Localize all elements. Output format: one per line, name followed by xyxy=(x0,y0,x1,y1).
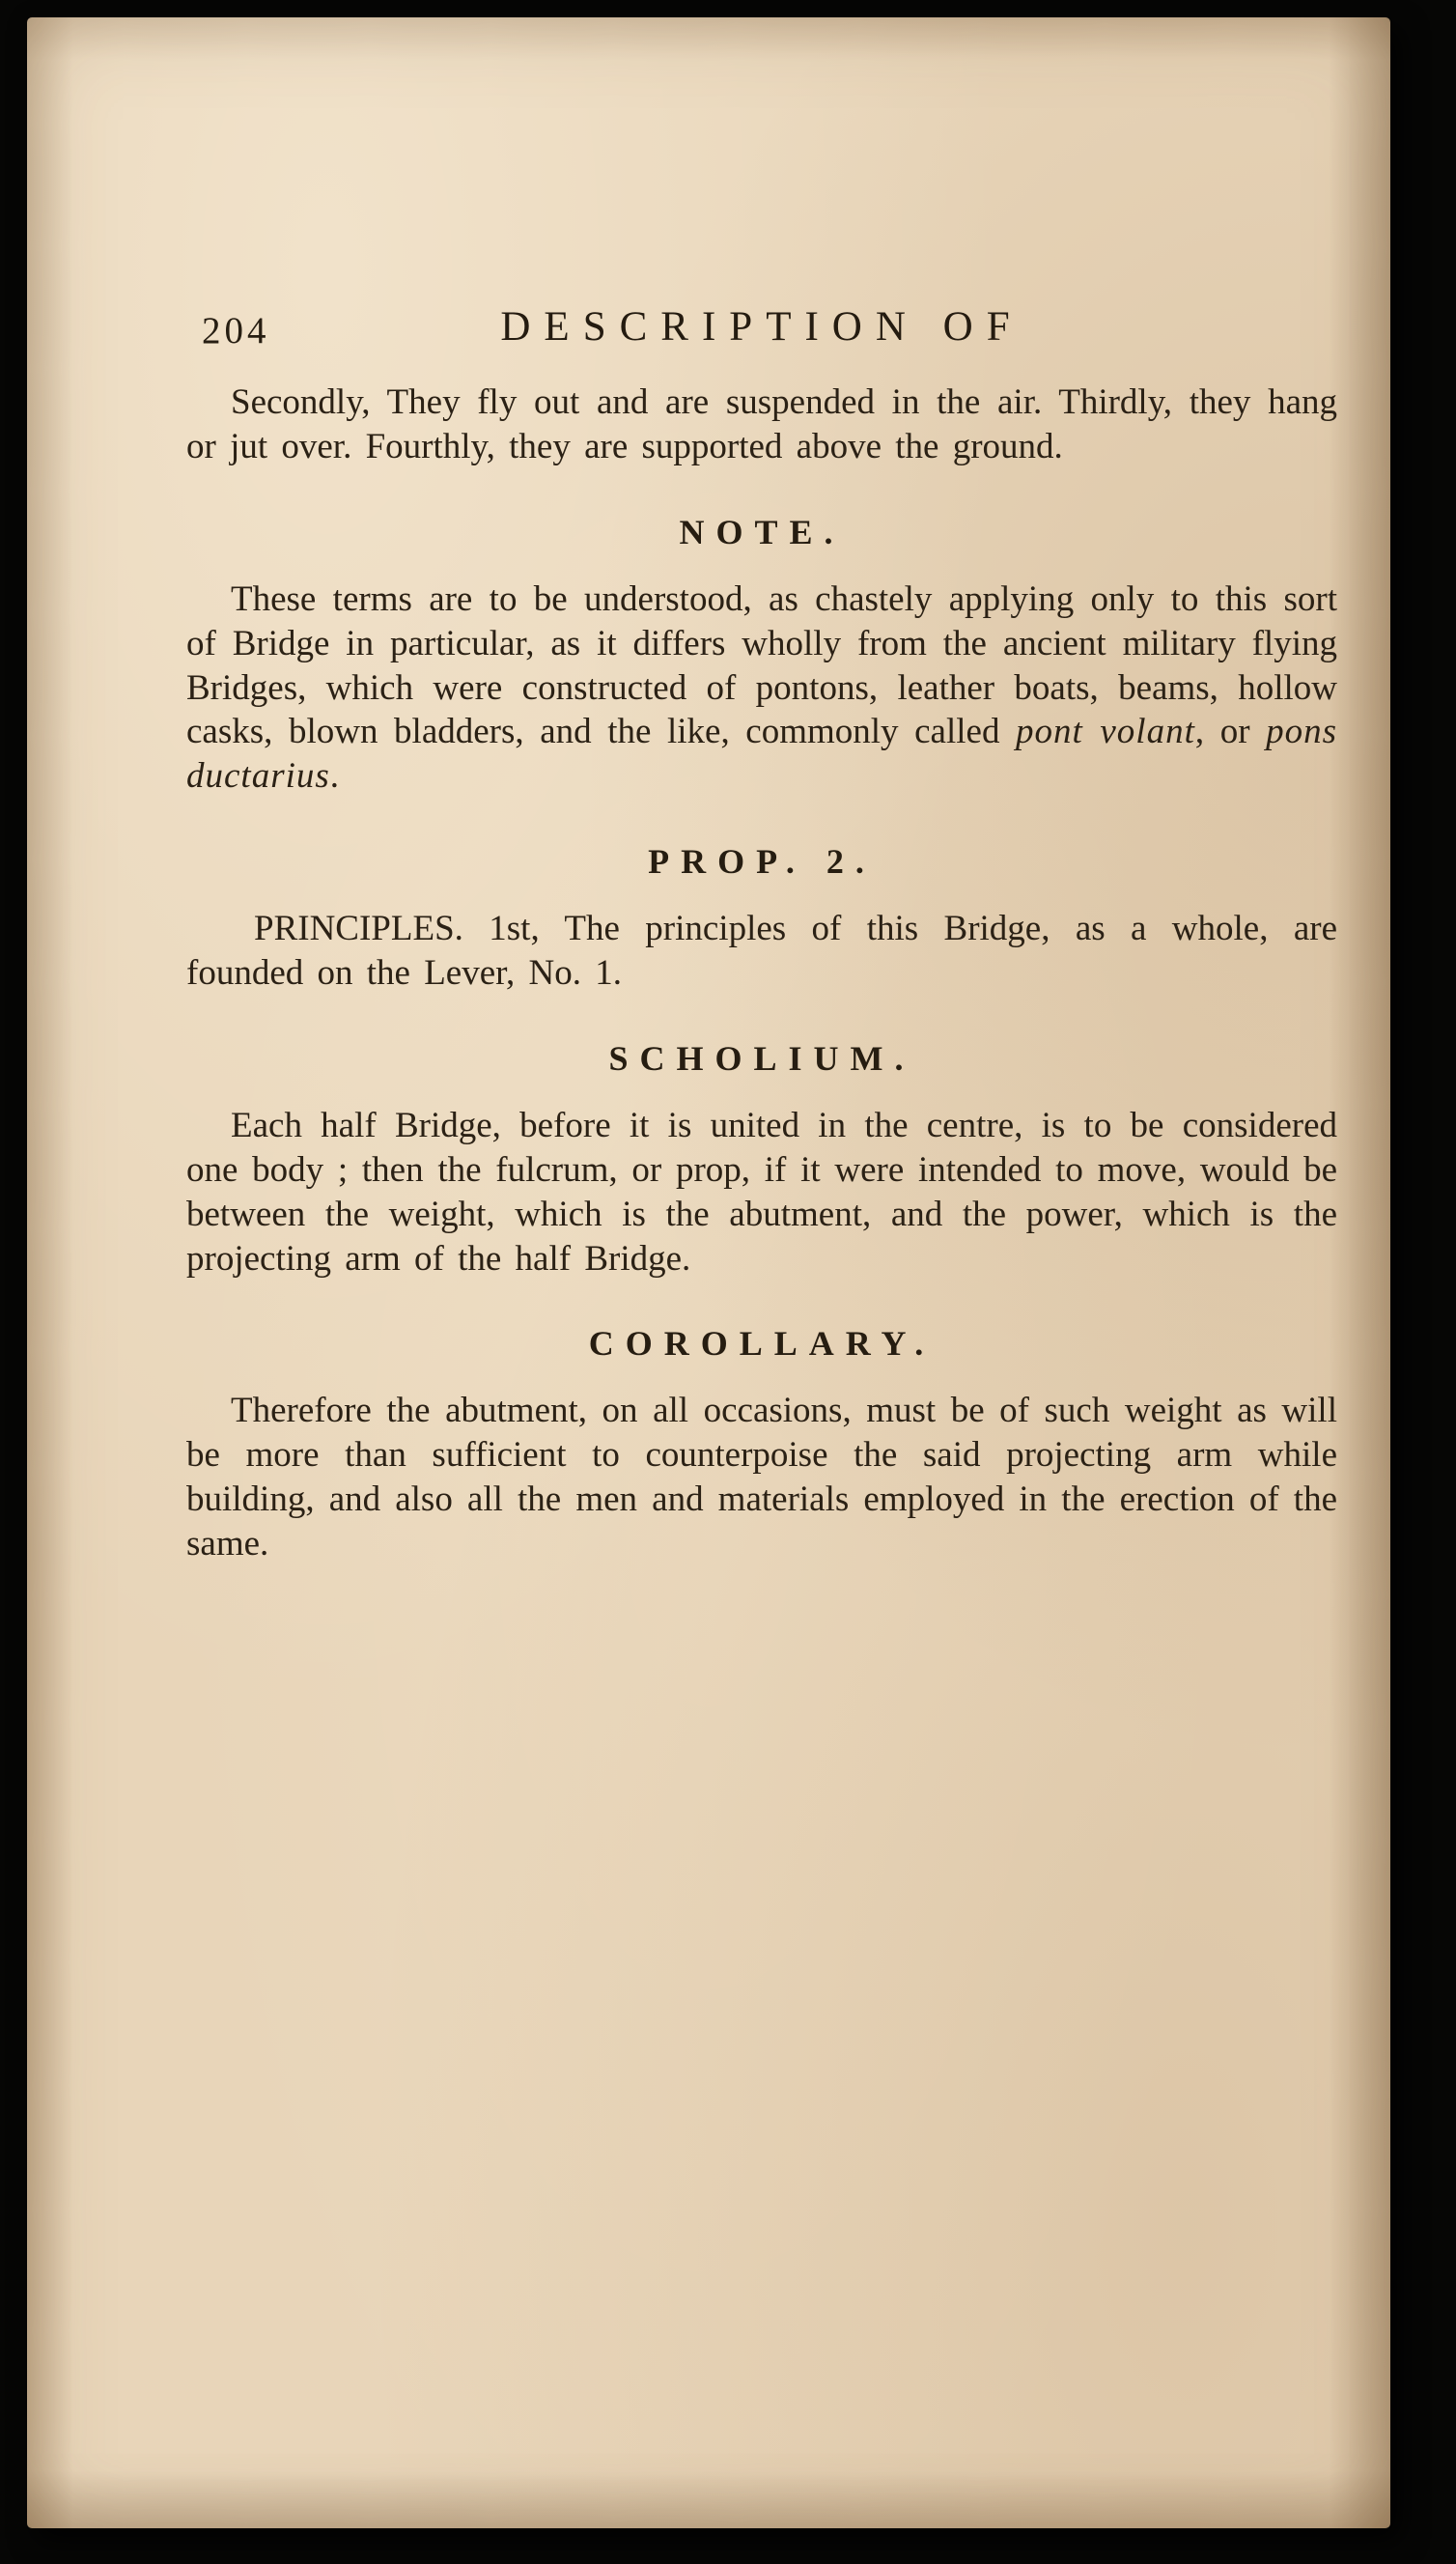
heading-prop-2: PROP. 2. xyxy=(648,842,876,882)
paragraph-note xyxy=(186,578,1337,799)
page-number: 204 xyxy=(202,310,270,352)
paragraph-scholium: Each half Bridge, before it is united in the centre, is to be considered one body ; then the fulcrum, or prop, if it were intended to move, would be between the weight, which is the abutment, and the power, which is the projecting arm of the half Bridge. xyxy=(186,1105,1337,1279)
paragraph-principles: PRINCIPLES. 1st, The principles of this Bridge, as a whole, are founded on the Lever, No. 1. xyxy=(186,909,1337,993)
book-page xyxy=(27,17,1390,2528)
paragraph-intro: Secondly, They fly out and are suspended in the air. Thirdly, they hang or jut over. Fourthly, they are supported above the ground. xyxy=(186,382,1337,466)
paragraph-corollary: Therefore the abutment, on all occasions, must be of such weight as will be more than sufficient to counterpoise the said projecting arm while building, and also all the men and materials employed in the erection of the same. xyxy=(186,1391,1337,1564)
latin-term-pons-ductarius: pons ductarius xyxy=(186,712,1338,797)
note-text-mid: , or xyxy=(1194,712,1267,752)
running-title: DESCRIPTION OF xyxy=(500,304,1023,350)
running-head xyxy=(186,303,1337,359)
latin-term-pont-volant: pont volant xyxy=(1016,712,1195,752)
heading-note: NOTE. xyxy=(679,512,845,551)
heading-corollary: COROLLARY. xyxy=(588,1324,936,1364)
note-text-after: . xyxy=(329,756,340,797)
heading-scholium: SCHOLIUM. xyxy=(608,1038,915,1078)
note-text-before: These terms are to be understood, as chastely applying only to this sort of Bridge in particular, as it differs wholly from the ancient military flying Bridges, which were constructed of pontons, leather boats, beams, hollow casks, blown bladders, and the like, commonly called xyxy=(186,578,1337,752)
